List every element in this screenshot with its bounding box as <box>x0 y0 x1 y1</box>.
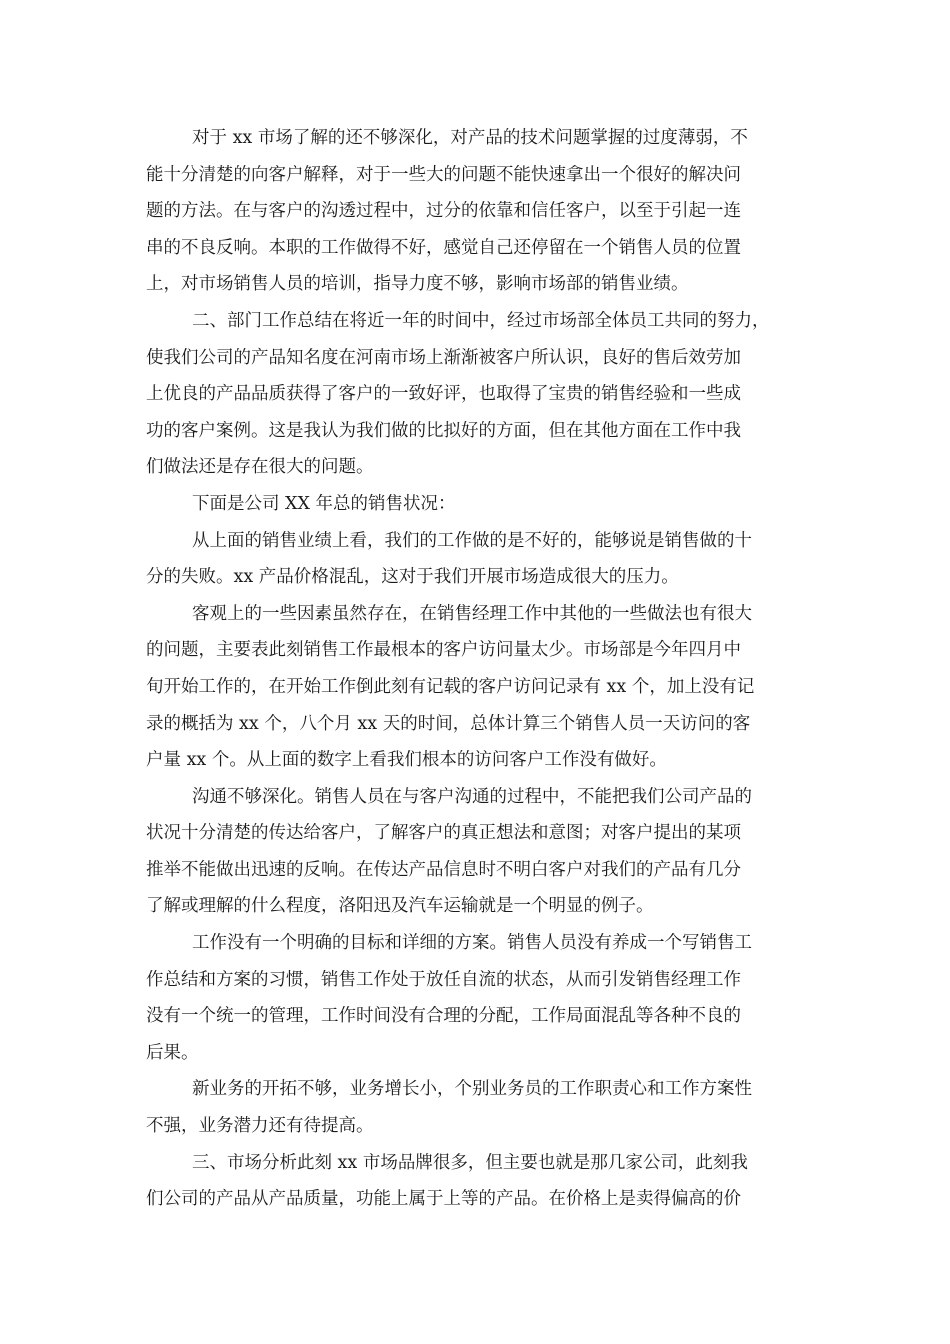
text-line: 的问题，主要表此刻销售工作最根本的客户访问量太少。市场部是今年四月中 <box>146 640 741 661</box>
text-line: 们做法还是存在很大的问题。 <box>146 457 374 478</box>
text-line: 作总结和方案的习惯，销售工作处于放任自流的状态，从而引发销售经理工作 <box>146 969 741 990</box>
text-line: 三、市场分析此刻 xx 市场品牌很多，但主要也就是那几家公司，此刻我 <box>192 1152 748 1173</box>
text-line: 对于 xx 市场了解的还不够深化，对产品的技术问题掌握的过度薄弱，不 <box>192 128 748 148</box>
text-line: 上，对市场销售人员的培训，指导力度不够，影响市场部的销售业绩。 <box>146 274 689 295</box>
text-line: 分的失败。xx 产品价格混乱，这对于我们开展市场造成很大的压力。 <box>146 567 679 588</box>
text-line: 旬开始工作的，在开始工作倒此刻有记载的客户访问记录有 xx 个，加上没有记 <box>146 676 755 697</box>
text-line: 能十分清楚的向客户解释，对于一些大的问题不能快速拿出一个很好的解决问 <box>146 164 741 185</box>
text-line: 不强，业务潜力还有待提高。 <box>146 1116 374 1137</box>
text-line: 使我们公司的产品知名度在河南市场上渐渐被客户所认识，良好的售后效劳加 <box>146 347 741 368</box>
text-line: 沟通不够深化。销售人员在与客户沟通的过程中，不能把我们公司产品的 <box>192 786 752 807</box>
text-line: 状况十分清楚的传达给客户，了解客户的真正想法和意图；对客户提出的某项 <box>146 823 741 844</box>
text-line: 了解或理解的什么程度，洛阳迅及汽车运输就是一个明显的例子。 <box>146 896 654 917</box>
text-line: 上优良的产品品质获得了客户的一致好评，也取得了宝贵的销售经验和一些成 <box>146 384 741 405</box>
text-line: 二、部门工作总结在将近一年的时间中，经过市场部全体员工共同的努力， <box>192 310 770 331</box>
text-line: 们公司的产品从产品质量，功能上属于上等的产品。在价格上是卖得偏高的价 <box>146 1189 741 1210</box>
text-line: 推举不能做出迅速的反响。在传达产品信息时不明白客户对我们的产品有几分 <box>146 859 741 880</box>
text-line: 下面是公司 XX 年总的销售状况： <box>192 493 456 514</box>
text-line: 串的不良反响。本职的工作做得不好，感觉自己还停留在一个销售人员的位置 <box>146 237 741 258</box>
text-line: 录的概括为 xx 个，八个月 xx 天的时间，总体计算三个销售人员一天访问的客 <box>146 713 751 734</box>
text-line: 新业务的开拓不够，业务增长小，个别业务员的工作职责心和工作方案性 <box>192 1079 752 1100</box>
text-line: 户量 xx 个。从上面的数字上看我们根本的访问客户工作没有做好。 <box>146 750 667 771</box>
text-line: 后果。 <box>146 1042 199 1063</box>
text-line: 功的客户案例。这是我认为我们做的比拟好的方面，但在其他方面在工作中我 <box>146 420 741 441</box>
document-body <box>146 120 806 1218</box>
text-line: 没有一个统一的管理，工作时间没有合理的分配，工作局面混乱等各种不良的 <box>146 1006 741 1027</box>
text-line: 客观上的一些因素虽然存在，在销售经理工作中其他的一些做法也有很大 <box>192 603 752 624</box>
text-line: 工作没有一个明确的目标和详细的方案。销售人员没有养成一个写销售工 <box>192 933 752 954</box>
text-line: 题的方法。在与客户的沟透过程中，过分的依靠和信任客户，以至于引起一连 <box>146 201 741 222</box>
text-line: 从上面的销售业绩上看，我们的工作做的是不好的，能够说是销售做的十 <box>192 530 752 551</box>
